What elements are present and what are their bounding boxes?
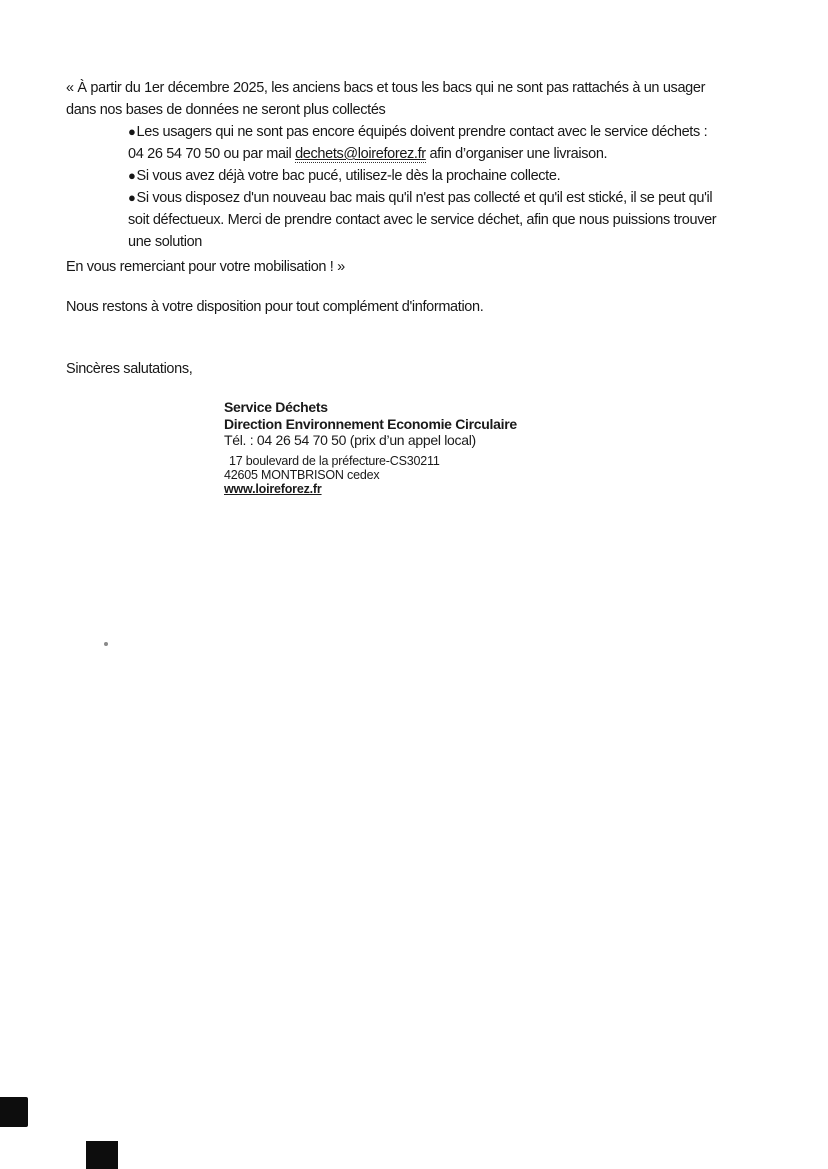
paragraph-intro-line2: dans nos bases de données ne seront plus collectés (66, 102, 386, 118)
closing-salutation: Sincères salutations, (66, 361, 193, 377)
website-link-row (224, 482, 517, 496)
signature-address (224, 454, 517, 496)
website-link[interactable]: www.loireforez.fr (224, 481, 322, 496)
closing-thanks: En vous remerciant pour votre mobilisation ! » (66, 259, 345, 275)
bullet-item-contact-line2 (128, 143, 786, 165)
bullet-item-defective-line2: soit défectueux. Merci de prendre contact avec le service déchet, afin que nous puissions trouver (128, 212, 717, 228)
bullet-item-existing-bin (128, 165, 786, 187)
letter-body (66, 77, 786, 380)
bullet-icon: ● (128, 124, 136, 139)
scan-mark-left-edge (0, 1097, 28, 1127)
signature-address-city: 42605 MONTBRISON cedex (224, 467, 380, 482)
bullet-item-defective-line1 (128, 187, 786, 209)
signature-direction-name: Direction Environnement Economie Circulaire (224, 415, 517, 432)
bullet-icon: ● (128, 168, 136, 183)
closing-availability: Nous restons à votre disposition pour tout complément d'information. (66, 299, 484, 315)
signature-service-name: Service Déchets (224, 399, 328, 415)
bullet-list (128, 121, 786, 253)
signature-block (224, 399, 517, 496)
bullet-item-contact-line1 (128, 121, 786, 143)
bullet-item-defective-line3: une solution (128, 234, 202, 250)
scan-mark-bottom (86, 1141, 118, 1169)
delivery-text: afin d’organiser une livraison. (425, 146, 608, 162)
paragraph-intro-line1: « À partir du 1er décembre 2025, les anciens bacs et tous les bacs qui ne sont pas rattachés à un usager (66, 80, 706, 96)
signature-phone: Tél. : 04 26 54 70 50 (prix d’un appel local) (224, 432, 476, 448)
signature-address-street: 17 boulevard de la préfecture-CS30211 (229, 453, 440, 468)
email-link[interactable]: dechets@loireforez.fr (295, 146, 426, 162)
bullet-icon: ● (128, 190, 136, 205)
bullet-item-defective-text1: Si vous disposez d'un nouveau bac mais qu'il n'est pas collecté et qu'il est stické, il se peut qu'il (136, 190, 713, 206)
phone-and-mail-text: 04 26 54 70 50 ou par mail (128, 146, 296, 162)
scan-speck-artifact (104, 642, 108, 646)
bullet-item-existing-bin-text: Si vous avez déjà votre bac pucé, utilisez-le dès la prochaine collecte. (136, 168, 561, 184)
bullet-item-contact-text: Les usagers qui ne sont pas encore équipés doivent prendre contact avec le service déchets : (136, 124, 708, 140)
